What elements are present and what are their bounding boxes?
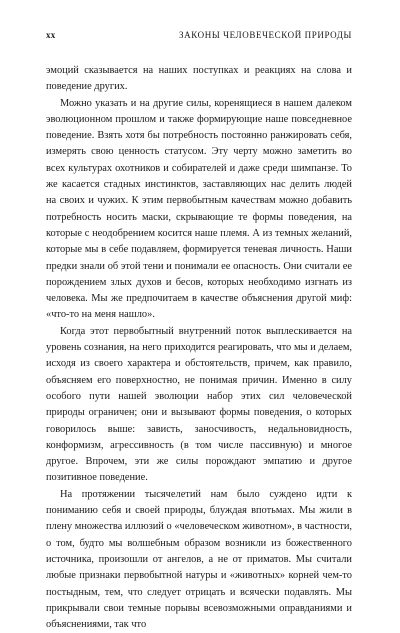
- running-title: ЗАКОНЫ ЧЕЛОВЕЧЕСКОЙ ПРИРОДЫ: [179, 30, 352, 40]
- paragraph: Когда этот первобытный внутренний поток выплескивается на уровень сознания, на него приходится реагировать, что мы и делаем, исходя из своего характера и обстоятельств, причем, как правило, объясняем его поверхностно, не понимая причин. Именно в силу особого пути нашей эволюции набор этих сил человеческой природы ограничен; они и вызывают формы поведения, о которых говорилось выше: зависть, заносчивость, недальновидность, конформизм, агрессивность (в том числе пассивную) и многое другое. Впрочем, эти же силы порождают эмпатию и другое позитивное поведение.: [46, 325, 352, 484]
- page-header: [46, 30, 352, 44]
- paragraph-continued: эмоций сказывается на наших поступках и реакциях на слова и поведение других.: [46, 65, 352, 93]
- body-text: [46, 63, 352, 633]
- page-number: xx: [46, 30, 56, 40]
- paragraph: Можно указать и на другие силы, коренящиеся в нашем далеком эволюционном прошлом и также формирующие наше повседневное поведение. Взять хотя бы потребность постоянно ранжировать себя, измерять свою ценность статусом. Эту черту можно заметить во всех культурах охотников и собирателей и даже среди шимпанзе. То же касается стадных инстинктов, заставляющих нас делить людей на своих и чужих. К этим первобытным качествам можно добавить потребность носить маски, скрывающие те формы поведения, на которые с неодобрением косится наше племя. А из темных желаний, которые мы в себе подавляем, формируется теневая личность. Наши предки знали об этой тени и понимали ее опасность. Они считали ее порождением злых духов и бесов, которых необходимо изгнать из человека. Мы же предпочитаем в качестве объяснения другой миф: «что-то на меня нашло».: [46, 97, 352, 321]
- paragraph: На протяжении тысячелетий нам было суждено идти к пониманию себя и своей природы, блуждая впотьмах. Мы жили в плену множества иллюзий о «человеческом животном», в частности, о том, будто мы волшебным образом возникли из божественного источника, произошли от ангелов, а не от приматов. Мы считали любые признаки первобытной натуры и «животных» корней чем-то постыдным, тем, что следует отрицать и всячески подавлять. Мы прикрывали свои темные порывы всевозможными оправданиями и объяснениями, так что: [46, 488, 352, 631]
